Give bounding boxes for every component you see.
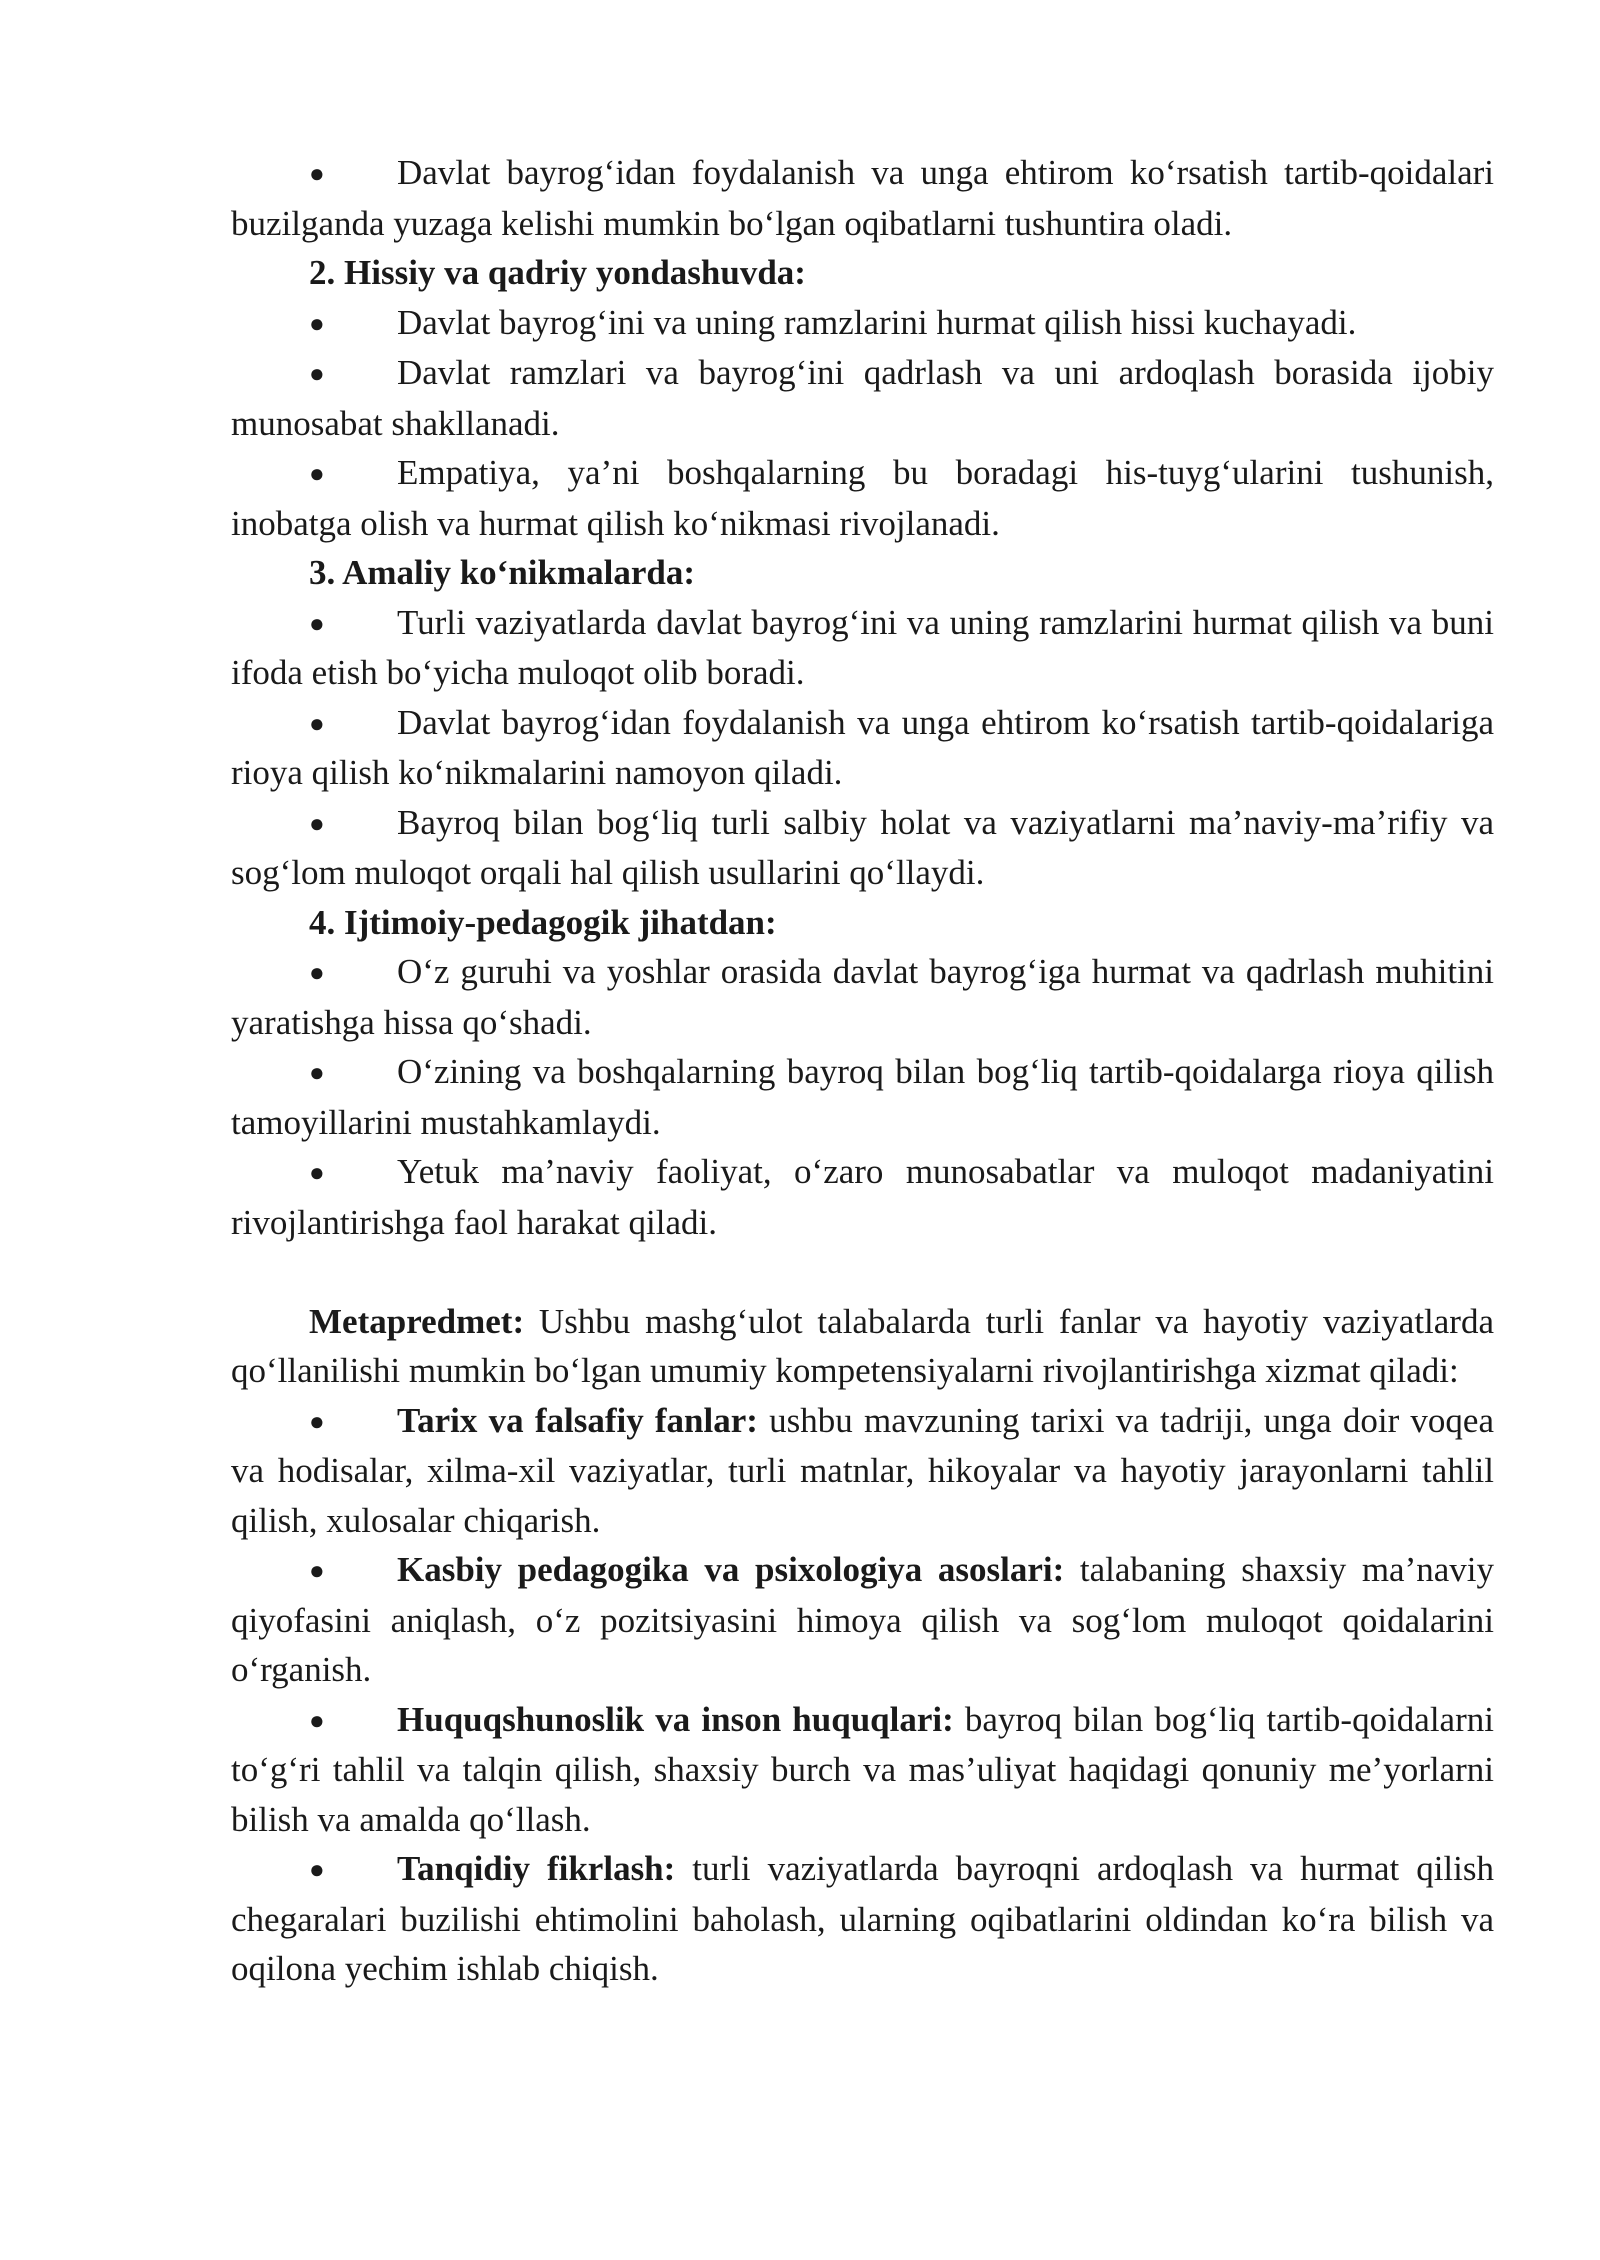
list-item: [231, 1545, 1494, 1695]
bullet-icon: ●: [309, 958, 325, 987]
list-item: [231, 1147, 1494, 1247]
blank-line: [231, 1247, 1494, 1297]
list-item-text: Yetuk ma’naviy faoliyat, o‘zaro munosabatlar va muloqot madaniyatini rivojlantirishga faol harakat qiladi.: [231, 1152, 1494, 1242]
list-item-term: Tarix va falsafiy fanlar:: [397, 1400, 758, 1440]
bullet-icon: ●: [309, 1855, 325, 1884]
list-item-text: Bayroq bilan bog‘liq turli salbiy holat va vaziyatlarni ma’naviy-ma’rifiy va sog‘lom muloqot orqali hal qilish usullarini qo‘llaydi.: [231, 802, 1494, 892]
list-item: [231, 798, 1494, 898]
metapredmet-label: Metapredmet:: [309, 1301, 525, 1341]
page-content: [231, 148, 1494, 1994]
list-item-text: Davlat bayrog‘idan foydalanish va unga ehtirom ko‘rsatish tartib-qoidalariga rioya qilish ko‘nikmalarini namoyon qiladi.: [231, 702, 1494, 792]
bullet-icon: ●: [309, 1705, 325, 1735]
list-item-term: Huquqshunoslik va inson huquqlari:: [397, 1699, 954, 1739]
bullet-icon: ●: [309, 308, 325, 338]
list-item-text: O‘z guruhi va yoshlar orasida davlat bayrog‘iga hurmat va qadrlash muhitini yaratishga hissa qo‘shadi.: [231, 952, 1494, 1042]
bullet-icon: ●: [309, 459, 325, 488]
list-item: [231, 698, 1494, 798]
bullet-icon: ●: [309, 359, 325, 388]
section-heading: 3. Amaliy ko‘nikmalarda:: [309, 553, 696, 592]
bullet-icon: ●: [309, 1058, 325, 1087]
bullet-icon: ●: [309, 708, 325, 738]
metapredmet-text: Ushbu mashg‘ulot talabalarda turli fanlar va hayotiy vaziyatlarda qo‘llanilishi mumkin bo‘lgan umumiy kompetensiyalarni rivojlantirishga xizmat qiladi:: [231, 1301, 1494, 1390]
list-item: [231, 1396, 1494, 1546]
list-item: [231, 947, 1494, 1047]
list-item-text: Turli vaziyatlarda davlat bayrog‘ini va uning ramzlarini hurmat qilish va buni ifoda etish bo‘yicha muloqot olib boradi.: [231, 602, 1494, 692]
list-item-text: O‘zining va boshqalarning bayroq bilan bog‘liq tartib-qoidalarga rioya qilish tamoyillarini mustahkamlaydi.: [231, 1052, 1494, 1142]
list-item-text: talabaning shaxsiy ma’naviy qiyofasini aniqlash, o‘z pozitsiyasini himoya qilish va sog‘lom muloqot qoidalarini o‘rganish.: [231, 1550, 1495, 1689]
section-heading: 4. Ijtimoiy-pedagogik jihatdan:: [309, 902, 777, 942]
bullet-icon: ●: [309, 159, 325, 188]
list-item: [231, 298, 1494, 349]
list-item-term: Kasbiy pedagogika va psixologiya asoslari:: [397, 1550, 1065, 1589]
list-item-text: Davlat bayrog‘idan foydalanish va unga ehtirom ko‘rsatish tartib-qoidalari buzilganda yuzaga kelishi mumkin bo‘lgan oqibatlarni tushuntira oladi.: [231, 153, 1494, 243]
list-item: [231, 348, 1494, 448]
bullet-icon: ●: [309, 608, 325, 638]
list-item: [231, 148, 1494, 248]
bullet-icon: ●: [309, 808, 325, 838]
list-item: [231, 1047, 1494, 1147]
section-heading: 2. Hissiy va qadriy yondashuvda:: [309, 253, 806, 292]
list-item-text: Empatiya, ya’ni boshqalarning bu boradagi his-tuyg‘ularini tushunish, inobatga olish va hurmat qilish ko‘nikmasi rivojlanadi.: [231, 453, 1494, 543]
list-item: [231, 598, 1494, 698]
list-item-text: Davlat bayrog‘ini va uning ramzlarini hurmat qilish hissi kuchayadi.: [397, 302, 1357, 342]
bullet-icon: ●: [309, 1158, 325, 1187]
list-item-term: Tanqidiy fikrlash:: [397, 1849, 676, 1888]
list-item-text: bayroq bilan bog‘liq tartib-qoidalarni to‘g‘ri tahlil va talqin qilish, shaxsiy burch va mas’uliyat haqidagi qonuniy me’yorlarni bilish va amalda qo‘llash.: [231, 1699, 1494, 1839]
bullet-icon: ●: [309, 1556, 325, 1585]
list-item-text: Davlat ramzlari va bayrog‘ini qadrlash va uni ardoqlash borasida ijobiy munosabat shakllanadi.: [231, 353, 1494, 443]
metapredmet-paragraph: [231, 1297, 1494, 1396]
bullet-icon: ●: [309, 1406, 325, 1436]
list-item: [231, 448, 1494, 548]
list-item-text: turli vaziyatlarda bayroqni ardoqlash va hurmat qilish chegaralari buzilishi ehtimolini baholash, ularning oqibatlarini oldindan ko‘ra bilish va oqilona yechim ishlab chiqish.: [231, 1849, 1494, 1988]
list-item-text: ushbu mavzuning tarixi va tadriji, unga doir voqea va hodisalar, xilma-xil vaziyatlar, turli matnlar, hikoyalar va hayotiy jarayonlarni tahlil qilish, xulosalar chiqarish.: [231, 1400, 1495, 1540]
list-item: [231, 1695, 1494, 1845]
list-item: [231, 1844, 1494, 1994]
